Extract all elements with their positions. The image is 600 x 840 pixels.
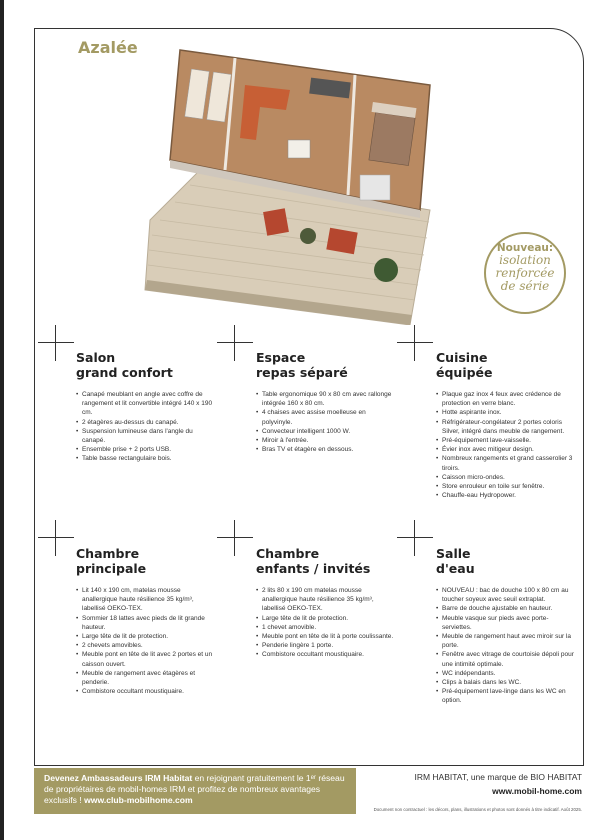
brand-line: IRM HABITAT, une marque de BIO HABITAT (414, 772, 582, 782)
cross-marker (217, 325, 253, 361)
deck-plant-1 (300, 228, 316, 244)
feature-list (436, 390, 576, 500)
dining-table (288, 140, 310, 158)
page-edge-bar (0, 0, 4, 840)
feature-list (436, 586, 576, 706)
section-subtitle: d'eau (436, 561, 475, 576)
list-item: • Combistore occultant moustiquaire. (76, 687, 216, 696)
feature-list (76, 390, 216, 464)
feature-list (76, 586, 216, 696)
list-item: • Store enrouleur en toile sur fenêtre. (436, 482, 576, 491)
list-item: • Table basse rectangulaire bois. (76, 454, 216, 463)
section-subtitle: repas séparé (256, 365, 348, 380)
section-title: Chambre (76, 546, 140, 561)
section-title: Salon (76, 350, 116, 365)
badge-line-2: isolation (499, 253, 551, 267)
list-item: • Table ergonomique 90 x 80 cm avec rallonge intégrée 160 x 80 cm. (256, 390, 396, 408)
section-salon (76, 350, 216, 464)
list-item: • 2 lits 80 x 190 cm matelas mousse anallergique haute résilience 35 kg/m³, labellisé OEKO-TEX. (256, 586, 396, 614)
section-chambre-enfants (256, 546, 396, 660)
ambassador-promo-box (34, 768, 356, 814)
list-item: • 2 étagères au-dessus du canapé. (76, 418, 216, 427)
section-title: Espace (256, 350, 306, 365)
list-item: • Meuble pont en tête de lit avec 2 portes et un caisson ouvert. (76, 650, 216, 668)
list-item: • Chauffe-eau Hydropower. (436, 491, 576, 500)
list-item: • Pré-équipement lave-linge dans les WC en option. (436, 687, 576, 705)
list-item: • Meuble vasque sur pieds avec porte-serviettes. (436, 614, 576, 632)
list-item: • Canapé meublant en angle avec coffre de rangement et lit convertible intégré 140 x 190 cm. (76, 390, 216, 418)
section-subtitle: grand confort (76, 365, 173, 380)
section-salle-eau (436, 546, 576, 706)
section-title: Chambre (256, 546, 320, 561)
promo-text: en rejoignant gratuitement le 1ᵉʳ réseau de propriétaires de mobil-homes IRM et profitez de nombreux avantages exclusifs ! (44, 773, 345, 805)
promo-link[interactable]: www.club-mobilhome.com (84, 795, 193, 805)
list-item: • Meuble pont en tête de lit à porte coulissante. (256, 632, 396, 641)
list-item: • Sommier 18 lattes avec pieds de lit grande hauteur. (76, 614, 216, 632)
list-item: • Barre de douche ajustable en hauteur. (436, 604, 576, 613)
badge-line-1: Nouveau: (496, 242, 554, 254)
list-item: • 1 chevet amovible. (256, 623, 396, 632)
list-item: • Fenêtre avec vitrage de courtoisie dépoli pour une intimité optimale. (436, 650, 576, 668)
list-item: • Miroir à l'entrée. (256, 436, 396, 445)
cross-marker (397, 325, 433, 361)
list-item: • Lit 140 x 190 cm, matelas mousse anallergique haute résilience 35 kg/m³, labellisé OEKO-TEX. (76, 586, 216, 614)
list-item: • Bras TV et étagère en dessous. (256, 445, 396, 454)
list-item: • Évier inox avec mitigeur design. (436, 445, 576, 454)
list-item: • Caisson micro-ondes. (436, 473, 576, 482)
section-cuisine (436, 350, 576, 500)
list-item: • Penderie lingère 1 porte. (256, 641, 396, 650)
master-bed (369, 112, 415, 165)
badge-line-4: de série (500, 279, 550, 293)
list-item: • NOUVEAU : bac de douche 100 x 80 cm au toucher soyeux avec seuil extraplat. (436, 586, 576, 604)
page-title: Azalée (78, 38, 138, 57)
section-chambre-principale (76, 546, 216, 696)
section-subtitle: enfants / invités (256, 561, 371, 576)
section-repas (256, 350, 396, 454)
section-title: Cuisine (436, 350, 488, 365)
section-title: Salle (436, 546, 471, 561)
list-item: • Ensemble prise + 2 ports USB. (76, 445, 216, 454)
cross-marker (38, 520, 74, 556)
feature-list (256, 390, 396, 454)
list-item: • Large tête de lit de protection. (256, 614, 396, 623)
promo-headline: Devenez Ambassadeurs IRM Habitat (44, 773, 193, 783)
cross-marker (38, 325, 74, 361)
cross-marker (217, 520, 253, 556)
list-item: • 4 chaises avec assise moelleuse en polyvinyle. (256, 408, 396, 426)
section-subtitle: équipée (436, 365, 493, 380)
list-item: • Clips à balais dans les WC. (436, 678, 576, 687)
cross-marker (397, 520, 433, 556)
badge-line-3: renforcée (495, 266, 555, 280)
list-item: • 2 chevets amovibles. (76, 641, 216, 650)
list-item: • Combistore occultant moustiquaire. (256, 650, 396, 659)
disclaimer: Document non contractuel : les décors, plans, illustrations et photos sont donnés à titre indicatif. Août 2025. (373, 807, 582, 812)
list-item: • Hotte aspirante inox. (436, 408, 576, 417)
list-item: • Pré-équipement lave-vaisselle. (436, 436, 576, 445)
list-item: • Plaque gaz inox 4 feux avec crédence de protection en verre blanc. (436, 390, 576, 408)
list-item: • WC indépendants. (436, 669, 576, 678)
deck-chair-1 (263, 208, 289, 235)
brand-website-link[interactable]: www.mobil-home.com (492, 786, 582, 796)
list-item: • Réfrigérateur-congélateur 2 portes coloris Silver, intégré dans meuble de rangement. (436, 418, 576, 436)
list-item: • Nombreux rangements et grand casserolier 3 tiroirs. (436, 454, 576, 472)
list-item: • Convecteur intelligent 1000 W. (256, 427, 396, 436)
deck-plant-2 (374, 258, 398, 282)
list-item: • Suspension lumineuse dans l'angle du canapé. (76, 427, 216, 445)
bathroom (360, 175, 390, 200)
section-subtitle: principale (76, 561, 147, 576)
list-item: • Large tête de lit de protection. (76, 632, 216, 641)
floorplan-illustration (140, 30, 440, 325)
list-item: • Meuble de rangement avec étagères et penderie. (76, 669, 216, 687)
feature-list (256, 586, 396, 660)
new-insulation-badge (484, 232, 566, 314)
list-item: • Meuble de rangement haut avec miroir sur la porte. (436, 632, 576, 650)
